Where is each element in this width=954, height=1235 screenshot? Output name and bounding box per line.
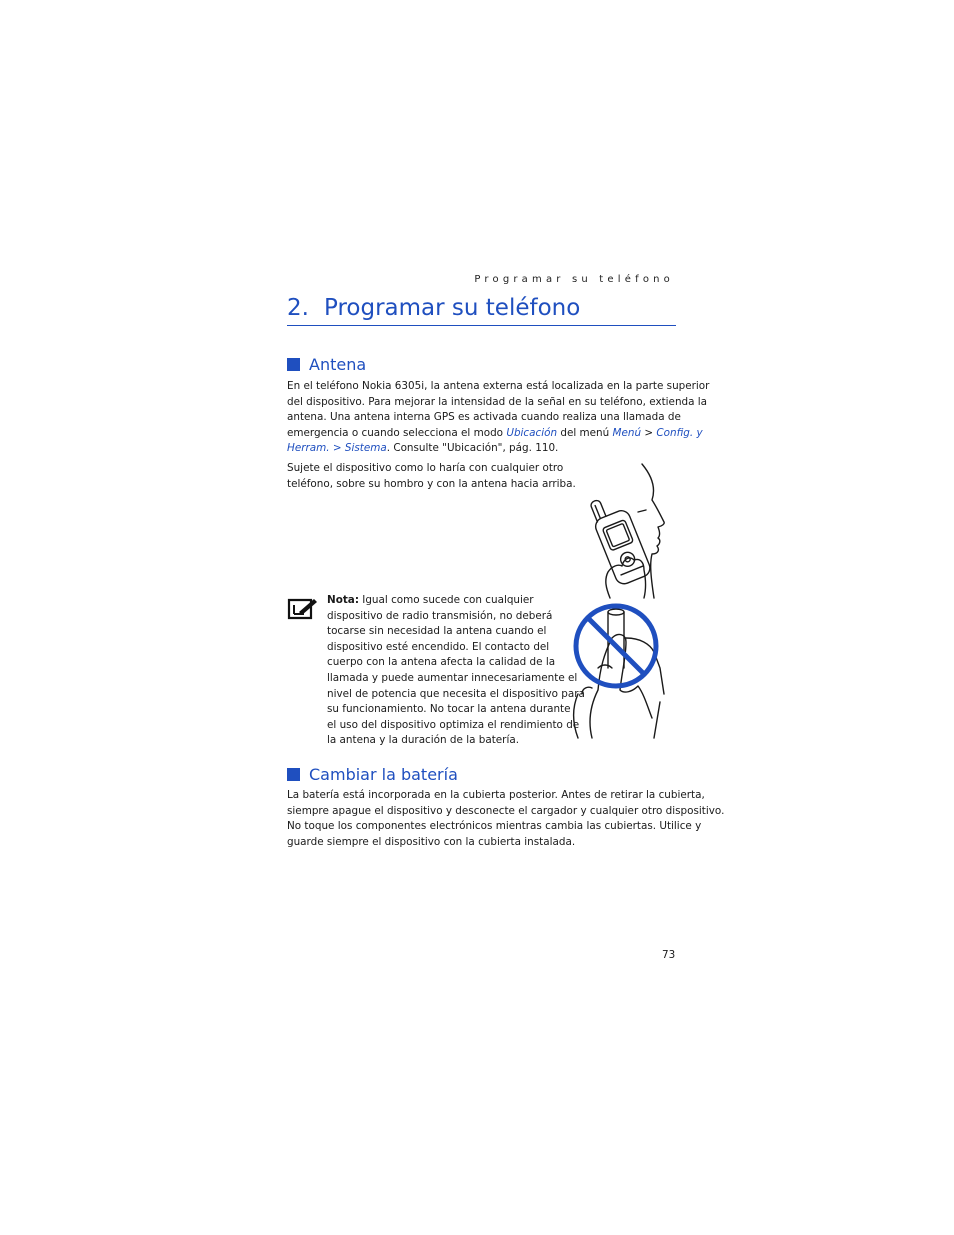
paragraph-antena-1 (287, 379, 709, 457)
chapter-number: 2. (287, 295, 309, 321)
text-line: la antena y la duración de la batería. (327, 734, 520, 747)
chapter-title-text: Programar su teléfono (324, 295, 581, 321)
text-line: el uso del dispositivo optimiza el rendimiento de (327, 718, 580, 731)
text-line (287, 441, 709, 457)
paragraph-antena-2 (287, 461, 576, 492)
section-square-icon (287, 358, 300, 371)
text-line: dispositivo de radio transmisión, no deberá (327, 609, 553, 622)
note-text (327, 593, 585, 749)
phone-at-ear-illustration (580, 462, 676, 600)
paragraph-bateria-1 (287, 788, 724, 850)
text-span: > (641, 426, 657, 439)
link-config[interactable]: Config. y (656, 426, 703, 439)
note-label: Nota: (327, 594, 359, 606)
section-heading-antena-text: Antena (309, 355, 367, 374)
note-icon (287, 597, 319, 621)
text-line: No toque los componentes electrónicos mientras cambia las cubiertas. Utilice y (287, 820, 702, 833)
text-line: su funcionamiento. No tocar la antena durante (327, 703, 571, 716)
text-span: . Consulte "Ubicación", pág. 110. (386, 442, 559, 455)
text-span: emergencia o cuando selecciona el modo (287, 426, 507, 439)
text-line (327, 593, 585, 609)
running-header: Programar su teléfono (474, 274, 674, 285)
section-heading-antena (287, 355, 366, 374)
link-ubicacion[interactable]: Ubicación (506, 426, 558, 439)
text-span: Igual como sucede con cualquier (358, 594, 534, 606)
text-span: del menú (557, 426, 613, 439)
text-line: Sujete el dispositivo como lo haría con cualquier otro (287, 462, 564, 474)
text-line: teléfono, sobre su hombro y con la antena hacia arriba. (287, 477, 576, 490)
text-line: nivel de potencia que necesita el dispositivo para (327, 687, 585, 700)
section-heading-bateria-text: Cambiar la batería (309, 765, 458, 784)
page-number: 73 (662, 949, 676, 961)
text-line: La batería está incorporada en la cubierta posterior. Antes de retirar la cubierta, (287, 789, 705, 801)
text-line (287, 426, 709, 442)
text-line: guarde siempre el dispositivo con la cubierta instalada. (287, 835, 576, 848)
text-line: dispositivo esté encendido. El contacto del (327, 640, 550, 653)
text-line: antena. Una antena interna GPS es activada cuando realiza una llamada de (287, 411, 681, 424)
text-line: del dispositivo. Para mejorar la intensidad de la señal en su teléfono, extienda la (287, 395, 708, 408)
text-line: llamada y puede aumentar innecesariamente el (327, 671, 578, 684)
text-line: siempre apague el dispositivo y desconecte el cargador y cualquier otro dispositivo. (287, 804, 725, 817)
text-line: En el teléfono Nokia 6305i, la antena externa está localizada en la parte superior (287, 380, 710, 392)
link-menu[interactable]: Menú (612, 426, 642, 439)
text-line: cuerpo con la antena afecta la calidad de la (327, 656, 556, 669)
section-square-icon (287, 768, 300, 781)
text-line: tocarse sin necesidad la antena cuando el (327, 625, 547, 638)
do-not-touch-antenna-illustration (568, 598, 676, 740)
section-heading-bateria (287, 765, 458, 784)
link-herram-sistema[interactable]: Herram. > Sistema (287, 442, 387, 455)
chapter-title (287, 295, 676, 326)
